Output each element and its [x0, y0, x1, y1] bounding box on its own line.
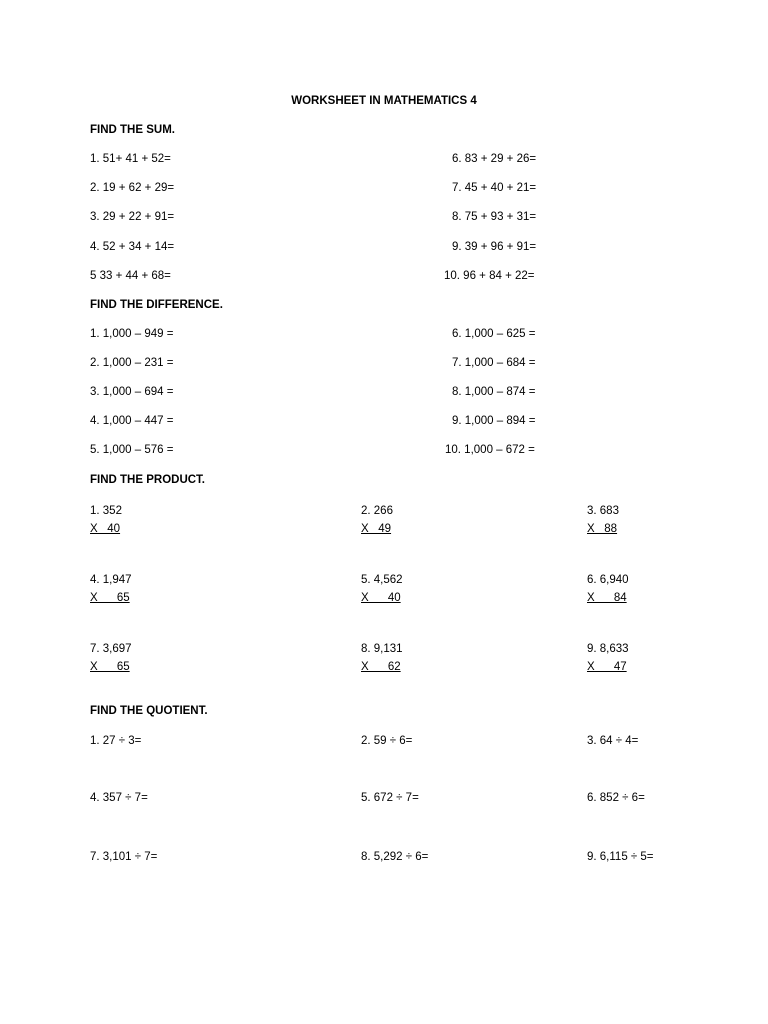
- product-multiplier: X 62: [361, 661, 401, 673]
- product-multiplier: X 84: [587, 592, 627, 604]
- quotient-item: 4. 357 ÷ 7=: [90, 792, 148, 804]
- sum-item: 10. 96 + 84 + 22=: [444, 270, 535, 282]
- sum-item: 9. 39 + 96 + 91=: [452, 241, 537, 253]
- quotient-item: 7. 3,101 ÷ 7=: [90, 851, 158, 863]
- product-multiplicand: 6. 6,940: [587, 574, 629, 586]
- product-multiplicand: 8. 9,131: [361, 643, 403, 655]
- product-heading: FIND THE PRODUCT.: [90, 474, 205, 486]
- product-multiplicand: 9. 8,633: [587, 643, 629, 655]
- product-multiplicand: 1. 352: [90, 505, 122, 517]
- product-multiplier: X 65: [90, 661, 130, 673]
- product-multiplicand: 3. 683: [587, 505, 619, 517]
- quotient-item: 6. 852 ÷ 6=: [587, 792, 645, 804]
- product-item: [361, 571, 403, 607]
- quotient-item: 9. 6,115 ÷ 5=: [587, 851, 654, 863]
- difference-item: 2. 1,000 – 231 =: [90, 357, 174, 369]
- quotient-item: 3. 64 ÷ 4=: [587, 735, 639, 747]
- product-multiplier: X 40: [361, 592, 401, 604]
- product-item: [361, 640, 403, 676]
- difference-item: 7. 1,000 – 684 =: [452, 357, 536, 369]
- difference-item: 5. 1,000 – 576 =: [90, 444, 174, 456]
- sum-heading: FIND THE SUM.: [90, 124, 175, 136]
- sum-item: 6. 83 + 29 + 26=: [452, 153, 537, 165]
- difference-item: 8. 1,000 – 874 =: [452, 386, 536, 398]
- sum-item: 2. 19 + 62 + 29=: [90, 182, 175, 194]
- sum-item: 1. 51+ 41 + 52=: [90, 153, 171, 165]
- difference-heading: FIND THE DIFFERENCE.: [90, 299, 223, 311]
- product-multiplicand: 4. 1,947: [90, 574, 132, 586]
- difference-item: 3. 1,000 – 694 =: [90, 386, 174, 398]
- product-item: [587, 502, 619, 538]
- sum-item: 7. 45 + 40 + 21=: [452, 182, 537, 194]
- difference-item: 6. 1,000 – 625 =: [452, 328, 536, 340]
- difference-item: 10. 1,000 – 672 =: [445, 444, 535, 456]
- product-multiplier: X 88: [587, 523, 618, 535]
- sum-item: 5 33 + 44 + 68=: [90, 270, 171, 282]
- sum-item: 4. 52 + 34 + 14=: [90, 241, 175, 253]
- product-item: [587, 571, 629, 607]
- quotient-item: 8. 5,292 ÷ 6=: [361, 851, 429, 863]
- product-item: [90, 640, 132, 676]
- quotient-item: 2. 59 ÷ 6=: [361, 735, 413, 747]
- product-item: [587, 640, 629, 676]
- sum-item: 3. 29 + 22 + 91=: [90, 211, 175, 223]
- product-multiplicand: 7. 3,697: [90, 643, 132, 655]
- product-multiplier: X 49: [361, 523, 392, 535]
- difference-item: 4. 1,000 – 447 =: [90, 415, 174, 427]
- product-multiplicand: 2. 266: [361, 505, 393, 517]
- product-multiplier: X 47: [587, 661, 627, 673]
- difference-item: 9. 1,000 – 894 =: [452, 415, 536, 427]
- quotient-heading: FIND THE QUOTIENT.: [90, 705, 208, 717]
- quotient-item: 5. 672 ÷ 7=: [361, 792, 419, 804]
- product-multiplicand: 5. 4,562: [361, 574, 403, 586]
- quotient-item: 1. 27 ÷ 3=: [90, 735, 142, 747]
- sum-item: 8. 75 + 93 + 31=: [452, 211, 537, 223]
- product-item: [90, 502, 122, 538]
- worksheet-title: WORKSHEET IN MATHEMATICS 4: [291, 95, 477, 107]
- product-multiplier: X 40: [90, 523, 121, 535]
- product-multiplier: X 65: [90, 592, 130, 604]
- difference-item: 1. 1,000 – 949 =: [90, 328, 174, 340]
- product-item: [90, 571, 132, 607]
- product-item: [361, 502, 393, 538]
